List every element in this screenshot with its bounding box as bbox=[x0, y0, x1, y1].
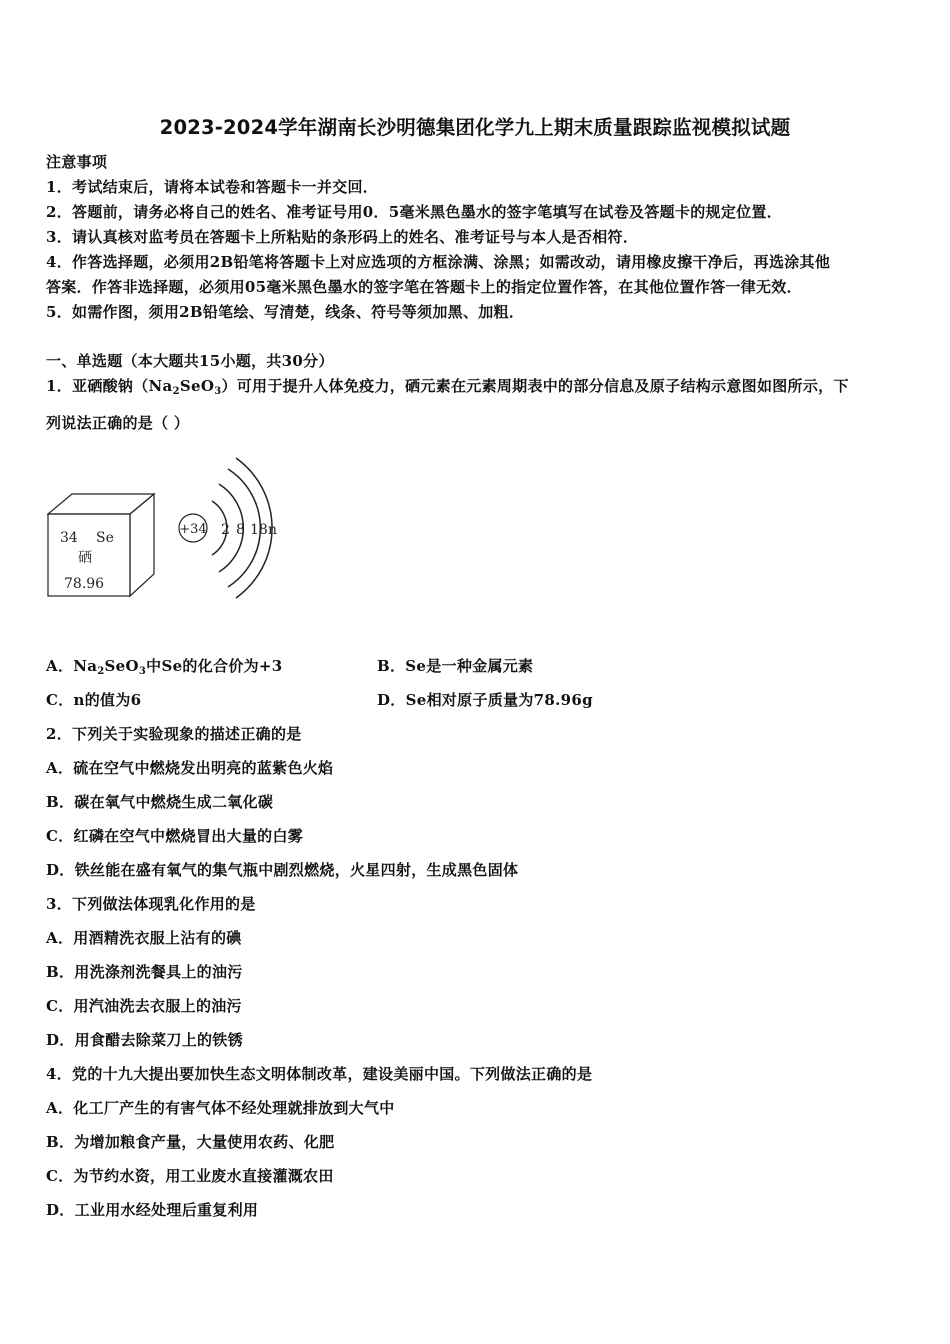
question-1-option-d[interactable]: D．Se相对原子质量为78.96g bbox=[377, 691, 593, 709]
notes-heading: 注意事项 bbox=[46, 153, 108, 171]
question-4-stem: 4．党的十九大提出要加快生态文明体制改革，建设美丽中国。下列做法正确的是 bbox=[46, 1065, 593, 1083]
section-heading: 一、单选题（本大题共15小题，共30分） bbox=[46, 352, 334, 370]
question-1-option-b[interactable]: B．Se是一种金属元素 bbox=[377, 657, 534, 675]
note-item: 1．考试结束后，请将本试卷和答题卡一并交回． bbox=[46, 178, 379, 196]
periodic-table-cell bbox=[48, 494, 154, 596]
selenium-figure bbox=[40, 452, 300, 617]
note-item: 5．如需作图，须用2B铅笔绘、写清楚，线条、符号等须加黑、加粗． bbox=[46, 303, 525, 321]
atomic-structure-diagram bbox=[179, 458, 277, 598]
element-name: 硒 bbox=[78, 550, 92, 566]
shell-electrons: 2 bbox=[221, 522, 230, 538]
question-4-option-a[interactable]: A．化工厂产生的有害气体不经处理就排放到大气中 bbox=[46, 1099, 395, 1117]
question-1-option-c[interactable]: C．n的值为6 bbox=[46, 691, 142, 709]
question-4-option-b[interactable]: B．为增加粮食产量，大量使用农药、化肥 bbox=[46, 1133, 335, 1151]
nucleus-charge: +34 bbox=[179, 522, 207, 537]
question-3-stem: 3．下列做法体现乳化作用的是 bbox=[46, 895, 256, 913]
question-1-option-a[interactable]: A．$Na_2SeO_3$中Se的化合价为+3 bbox=[46, 657, 283, 677]
note-item: 2．答题前，请务必将自己的姓名、准考证号用0．5毫米黑色墨水的签字笔填写在试卷及答题卡的规定位置． bbox=[46, 203, 783, 221]
note-item: 4．作答选择题，必须用2B铅笔将答题卡上对应选项的方框涂满、涂黑；如需改动，请用橡皮擦干净后，再选涂其他 bbox=[46, 253, 831, 271]
question-3-option-d[interactable]: D．用食醋去除菜刀上的铁锈 bbox=[46, 1031, 243, 1049]
atomic-mass: 78.96 bbox=[64, 576, 105, 592]
shell-electrons: n bbox=[268, 522, 278, 538]
page-title: 2023-2024学年湖南长沙明德集团化学九上期末质量跟踪监视模拟试题 bbox=[159, 116, 791, 139]
note-item: 3．请认真核对监考员在答题卡上所粘贴的条形码上的姓名、准考证号与本人是否相符． bbox=[46, 228, 639, 246]
question-2-option-d[interactable]: D．铁丝能在盛有氧气的集气瓶中剧烈燃烧，火星四射，生成黑色固体 bbox=[46, 861, 519, 879]
question-1-stem-line2: 列说法正确的是（ ） bbox=[46, 414, 190, 432]
question-3-option-c[interactable]: C．用汽油洗去衣服上的油污 bbox=[46, 997, 242, 1015]
question-2-option-c[interactable]: C．红磷在空气中燃烧冒出大量的白雾 bbox=[46, 827, 304, 845]
question-1-stem: 1．亚硒酸钠$(Na_2SeO_3)$可用于提升人体免疫力，硒元素在元素周期表中的部分信息及原子结构示意图如图所示，下 bbox=[46, 377, 849, 397]
question-2-option-b[interactable]: B．碳在氧气中燃烧生成二氧化碳 bbox=[46, 793, 274, 811]
shell-electrons: 8 bbox=[236, 522, 245, 538]
note-item: 答案．作答非选择题，必须用05毫米黑色墨水的签字笔在答题卡上的指定位置作答，在其他位置作答一律无效． bbox=[46, 278, 802, 296]
question-4-option-d[interactable]: D．工业用水经处理后重复利用 bbox=[46, 1201, 259, 1219]
question-3-option-b[interactable]: B．用洗涤剂洗餐具上的油污 bbox=[46, 963, 243, 981]
question-4-option-c[interactable]: C．为节约水资，用工业废水直接灌溉农田 bbox=[46, 1167, 334, 1185]
question-2-option-a[interactable]: A．硫在空气中燃烧发出明亮的蓝紫色火焰 bbox=[46, 759, 334, 777]
element-symbol: Se bbox=[96, 530, 114, 546]
question-2-stem: 2．下列关于实验现象的描述正确的是 bbox=[46, 725, 302, 743]
atomic-number: 34 bbox=[60, 530, 78, 546]
question-3-option-a[interactable]: A．用酒精洗衣服上沾有的碘 bbox=[46, 929, 242, 947]
shell-electrons: 18 bbox=[250, 522, 268, 538]
